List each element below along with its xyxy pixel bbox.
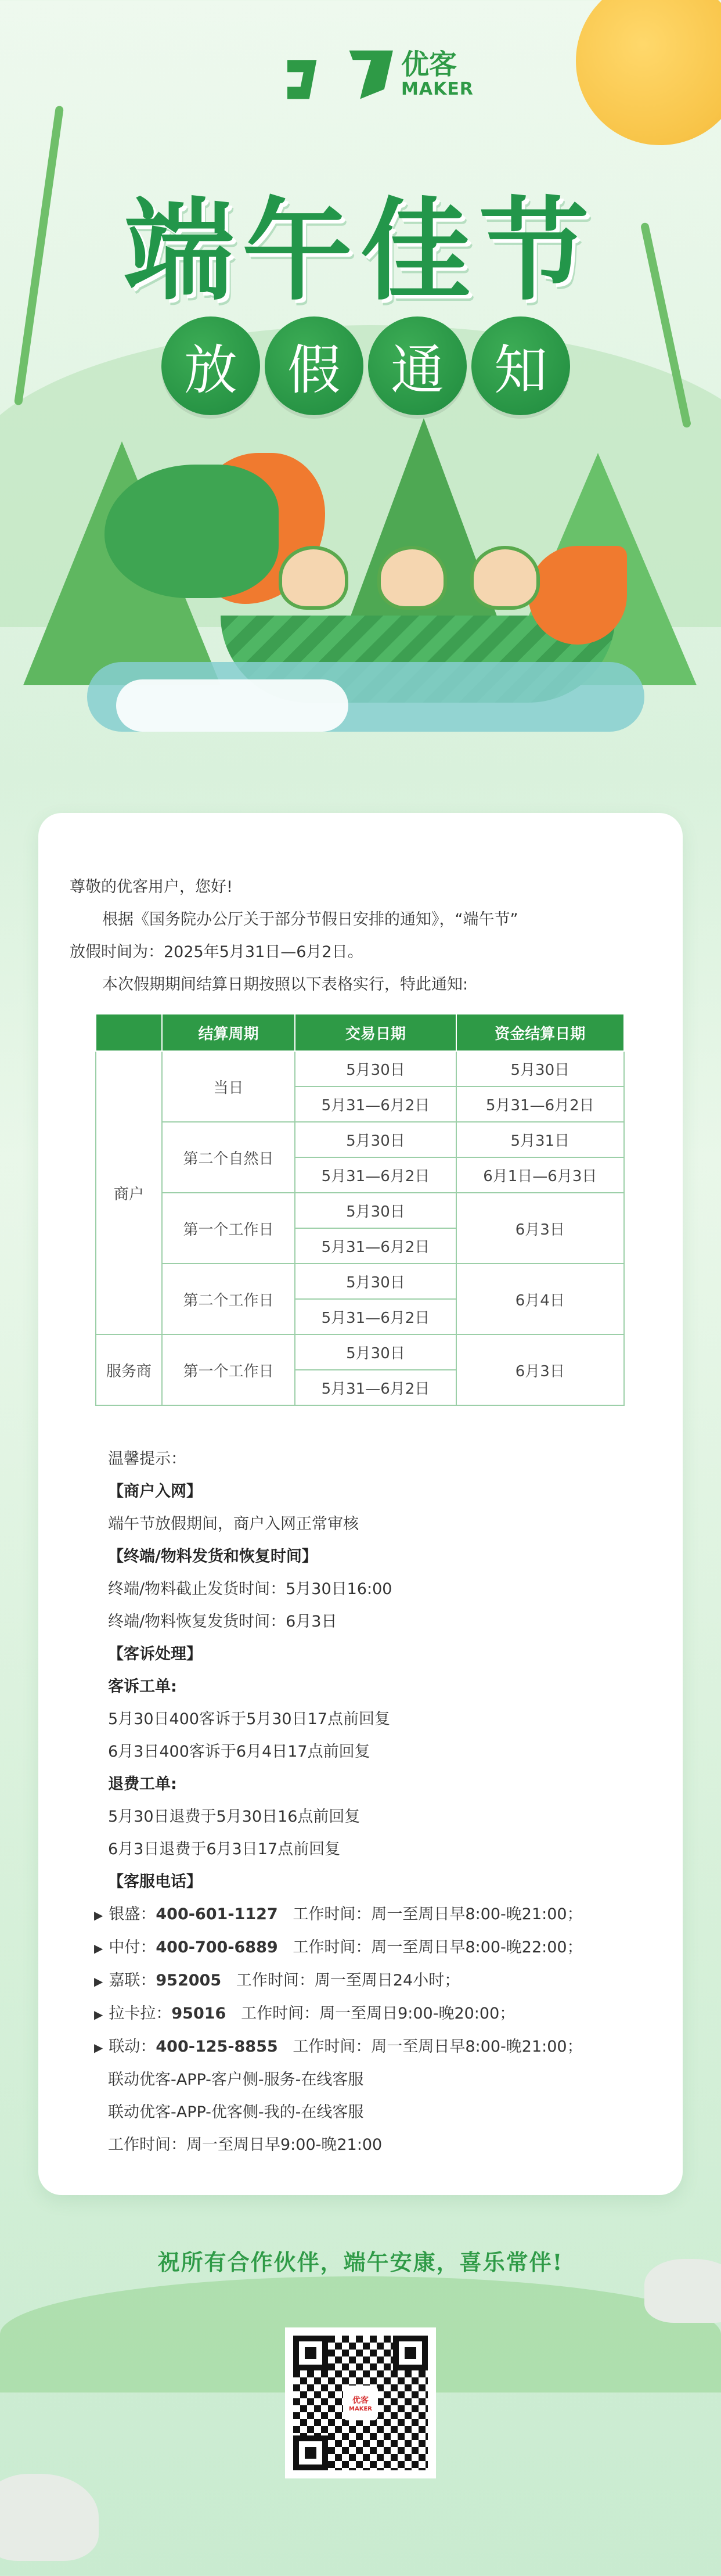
- hotline-number[interactable]: 952005: [156, 1971, 222, 1989]
- table-header: 结算周期: [162, 1014, 295, 1051]
- table-cell: 5月31—6月2日: [456, 1086, 624, 1122]
- intro-line: 放假时间为：2025年5月31日—6月2日。: [70, 943, 363, 961]
- hotline-item: [94, 1931, 665, 1965]
- section-heading: 【商户入网】: [108, 1483, 202, 1501]
- brand-name-cn: 优客: [401, 48, 457, 81]
- zongzi-rider: [279, 546, 348, 610]
- table-cell: 5月31—6月2日: [295, 1228, 456, 1264]
- zongzi-rider: [470, 546, 540, 610]
- tip-text: 6月3日退费于6月3日17点前回复: [108, 1840, 341, 1858]
- table-cell: 5月30日: [295, 1334, 456, 1370]
- tips-section: [108, 1443, 665, 2161]
- closing-message: 祝所有合作伙伴，端午安康，喜乐常伴!: [157, 2249, 564, 2275]
- brand-name-en: MAKER: [401, 79, 474, 99]
- hotline-name: 拉卡拉：: [109, 2005, 172, 2023]
- contact-hours: 工作时间：周一至周日早9:00-晚21:00: [108, 2136, 383, 2154]
- subtitle-char: 知: [471, 316, 570, 415]
- zongzi-rider: [377, 546, 447, 610]
- section-heading: 【终端/物料发货和恢复时间】: [108, 1548, 318, 1566]
- contact-path: 联动优客-APP-优客侧-我的-在线客服: [108, 2103, 364, 2121]
- subtitle-char: 通: [368, 316, 467, 415]
- rock-decoration: [0, 2474, 99, 2561]
- table-row: [96, 1193, 624, 1228]
- hotline-number[interactable]: 400-125-8855: [156, 2038, 278, 2056]
- table-cell: 6月3日: [456, 1193, 624, 1264]
- brand-logo: [287, 50, 474, 99]
- subtitle: [161, 316, 570, 415]
- table-cell: 5月30日: [295, 1193, 456, 1228]
- qr-code[interactable]: [285, 2327, 436, 2478]
- dragon-tail: [528, 546, 627, 645]
- contact-path: 联动优客-APP-客户侧-服务-在线客服: [108, 2071, 364, 2089]
- qr-code-icon: [293, 2336, 428, 2470]
- table-header-row: [96, 1014, 624, 1051]
- water-foam: [116, 679, 348, 732]
- hotline-hours: 工作时间：周一至周日早8:00-晚21:00；: [293, 2038, 583, 2056]
- tips-title: 温馨提示：: [108, 1450, 186, 1468]
- table-header: [96, 1014, 162, 1051]
- tip-text: 端午节放假期间，商户入网正常审核: [108, 1515, 359, 1533]
- page-title: 端午佳节: [123, 186, 597, 315]
- tip-text: 终端/物料恢复发货时间：6月3日: [108, 1613, 337, 1631]
- subtitle-char: 放: [161, 316, 260, 415]
- tip-text: 终端/物料截止发货时间：5月30日16:00: [108, 1580, 392, 1598]
- tip-text: 6月3日400客诉于6月4日17点前回复: [108, 1743, 370, 1761]
- sun-decoration: [576, 0, 721, 145]
- section-heading: 【客诉处理】: [108, 1645, 202, 1663]
- hotline-hours: 工作时间：周一至周日24小时；: [236, 1971, 460, 1989]
- intro-line: 本次假期期间结算日期按照以下表格实行，特此通知:: [102, 976, 468, 994]
- section-heading: 【客服电话】: [108, 1873, 202, 1891]
- table-cell: 6月4日: [456, 1264, 624, 1334]
- table-cell: 第二个自然日: [162, 1122, 295, 1193]
- hotline-item: [94, 2031, 665, 2064]
- hotline-item: [94, 1998, 665, 2031]
- tip-text: 5月30日400客诉于5月30日17点前回复: [108, 1710, 390, 1728]
- hotline-name: 嘉联：: [109, 1971, 156, 1989]
- qr-finder: [293, 2435, 328, 2470]
- table-cell: 服务商: [96, 1334, 162, 1405]
- table-cell: 商户: [96, 1051, 162, 1334]
- table-cell: 5月31—6月2日: [295, 1157, 456, 1193]
- hotline-name: 银盛：: [109, 1905, 156, 1923]
- table-cell: 5月30日: [295, 1122, 456, 1157]
- table-header: 资金结算日期: [456, 1014, 624, 1051]
- table-cell: 5月30日: [295, 1264, 456, 1299]
- hero-banner: [0, 0, 721, 813]
- intro-line: 根据《国务院办公厅关于部分节假日安排的通知》，“端午节”: [102, 911, 518, 929]
- settlement-table: [95, 1013, 625, 1406]
- hotline-item: [94, 1898, 665, 1931]
- qr-finder: [393, 2336, 428, 2370]
- table-cell: 第二个工作日: [162, 1264, 295, 1334]
- table-row: [96, 1264, 624, 1299]
- table-cell: 5月31日: [456, 1122, 624, 1157]
- notice-intro: [70, 871, 650, 1001]
- greeting: 尊敬的优客用户，您好!: [70, 878, 233, 896]
- hotline-hours: 工作时间：周一至周日9:00-晚20:00；: [241, 2005, 515, 2023]
- hotline-number[interactable]: 95016: [171, 2005, 226, 2023]
- table-cell: 5月31—6月2日: [295, 1370, 456, 1405]
- qr-finder: [293, 2336, 328, 2370]
- hotline-number[interactable]: 400-700-6889: [156, 1938, 278, 1956]
- table-row: [96, 1051, 624, 1086]
- qr-logo: [343, 2386, 378, 2420]
- hotline-name: 中付：: [109, 1938, 156, 1956]
- hotline-item: [94, 1965, 665, 1998]
- table-cell: 5月30日: [456, 1051, 624, 1086]
- table-cell: 5月31—6月2日: [295, 1299, 456, 1334]
- qr-logo-en: MAKER: [349, 2405, 372, 2412]
- table-cell: 5月30日: [295, 1051, 456, 1086]
- tip-text: 5月30日退费于5月30日16点前回复: [108, 1808, 360, 1826]
- subtitle-char: 假: [265, 316, 363, 415]
- table-row: [96, 1334, 624, 1370]
- hotline-number[interactable]: 400-601-1127: [156, 1905, 278, 1923]
- subsection-heading: 退费工单:: [108, 1775, 177, 1793]
- logo-icon: [320, 51, 393, 99]
- table-cell: 第一个工作日: [162, 1334, 295, 1405]
- dragon-head: [104, 465, 279, 598]
- logo-icon: [287, 51, 360, 99]
- table-cell: 第一个工作日: [162, 1193, 295, 1264]
- table-cell: 当日: [162, 1051, 295, 1122]
- hotline-hours: 工作时间：周一至周日早8:00-晚21:00；: [293, 1905, 583, 1923]
- hotline-hours: 工作时间：周一至周日早8:00-晚22:00；: [293, 1938, 583, 1956]
- table-cell: 6月3日: [456, 1334, 624, 1405]
- hotline-name: 联动：: [109, 2038, 156, 2056]
- table-header: 交易日期: [295, 1014, 456, 1051]
- qr-logo-cn: 优客: [352, 2395, 369, 2405]
- table-row: [96, 1122, 624, 1157]
- subsection-heading: 客诉工单:: [108, 1678, 177, 1696]
- table-cell: 5月31—6月2日: [295, 1086, 456, 1122]
- table-cell: 6月1日—6月3日: [456, 1157, 624, 1193]
